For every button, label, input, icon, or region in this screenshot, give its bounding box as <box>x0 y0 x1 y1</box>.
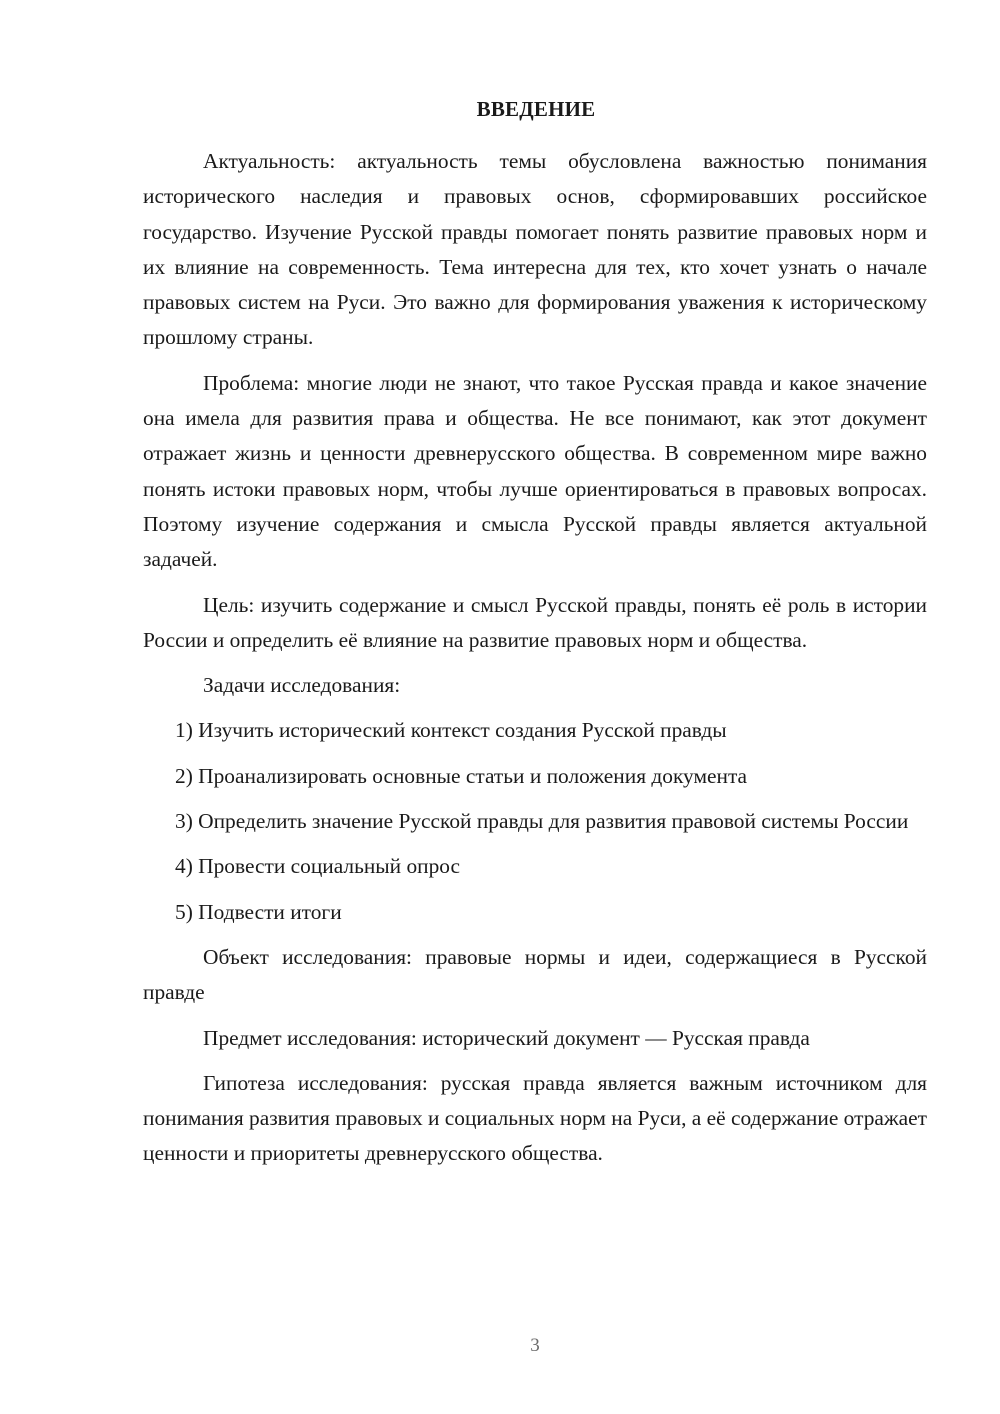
paragraph-relevance: Актуальность: актуальность темы обусловлена важностью понимания исторического наследия и правовых основ, сформировавших российское государство. Изучение Русской правды помогает понять развитие правовых норм и их влияние на современность. Тема интересна для тех, кто хочет узнать о начале правовых систем на Руси. Это важно для формирования уважения к историческому прошлому страны. <box>143 149 927 350</box>
task-item-4: 4) Провести социальный опрос <box>175 854 461 879</box>
paragraph-problem: Проблема: многие люди не знают, что такое Русская правда и какое значение она имела для развития права и общества. Не все понимают, как этот документ отражает жизнь и ценности древнерусского общества. В современном мире важно понять истоки правовых норм, чтобы лучше ориентироваться в правовых вопросах. Поэтому изучение содержания и смысла Русской правды является актуальной задачей. <box>143 370 927 572</box>
paragraph-tasks-title: Задачи исследования: <box>203 673 401 698</box>
task-item-2: 2) Проанализировать основные статьи и положения документа <box>175 763 748 788</box>
task-item-1: 1) Изучить исторический контекст создания Русской правды <box>175 718 727 743</box>
paragraph-subject: Предмет исследования: исторический документ — Русская правда <box>203 1025 810 1050</box>
section-heading: ВВЕДЕНИЕ <box>476 97 596 121</box>
task-item-3: 3) Определить значение Русской правды для развития правовой системы России <box>175 809 909 834</box>
paragraph-goal: Цель: изучить содержание и смысл Русской правды, понять её роль в истории России и определить её влияние на развитие правовых норм и общества. <box>143 592 927 652</box>
page-number: 3 <box>530 1335 540 1356</box>
body-text <box>143 144 927 1172</box>
paragraph-object: Объект исследования: правовые нормы и идеи, содержащиеся в Русской правде <box>143 944 927 1005</box>
task-item-5: 5) Подвести итоги <box>175 899 342 924</box>
paragraph-hypothesis: Гипотеза исследования: русская правда является важным источником для понимания развития правовых и социальных норм на Руси, а её содержание отражает ценности и приоритеты древнерусского общества. <box>143 1070 927 1166</box>
